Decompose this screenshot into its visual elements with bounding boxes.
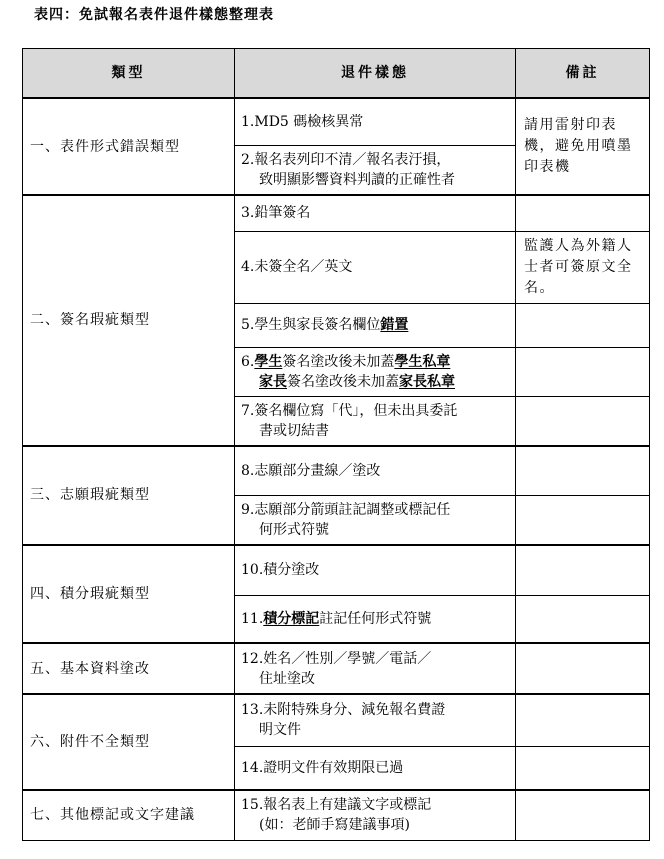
- pattern-line: [241, 700, 509, 720]
- pattern-cell: [235, 694, 516, 746]
- pattern-text: 2.報名表列印不清／報名表汙損，: [241, 151, 451, 168]
- pattern-text: 明文件: [259, 722, 301, 739]
- pattern-line: [241, 352, 509, 372]
- pattern-text: 11.: [241, 610, 264, 627]
- pattern-text: 12.姓名／性別／學號／電話／: [241, 650, 432, 667]
- table-row: [23, 694, 650, 746]
- pattern-cell: [235, 446, 516, 496]
- pattern-text: 15.報名表上有建議文字或標記: [241, 797, 432, 814]
- emphasis-text: 家長私章: [399, 373, 455, 390]
- pattern-text: 1.MD5 碼檢核異常: [241, 113, 364, 130]
- pattern-line: [241, 461, 509, 481]
- pattern-line: [241, 203, 509, 223]
- pattern-line-continued: [241, 421, 509, 441]
- pattern-text: 住址塗改: [259, 670, 315, 687]
- note-cell: [516, 694, 650, 746]
- category-cell: 五、基本資料塗改: [23, 643, 235, 694]
- pattern-text: 9.志願部分箭頭註記調整或標記任: [241, 502, 451, 518]
- pattern-line: [241, 257, 509, 277]
- header-category: 類型: [23, 49, 235, 99]
- note-cell: 請用雷射印表機，避免用噴墨印表機: [516, 98, 650, 195]
- pattern-line-continued: [241, 720, 509, 740]
- category-cell: 一、表件形式錯誤類型: [23, 98, 235, 195]
- pattern-line: [241, 609, 509, 629]
- pattern-cell: [235, 303, 516, 347]
- pattern-line: [241, 315, 509, 335]
- pattern-line: [241, 560, 509, 580]
- table-row: [23, 446, 650, 496]
- header-pattern: 退件樣態: [235, 49, 516, 99]
- pattern-cell: [235, 595, 516, 643]
- pattern-line: [241, 112, 509, 132]
- header-row: [23, 49, 650, 99]
- pattern-line-continued: [241, 170, 509, 190]
- pattern-cell: [235, 231, 516, 303]
- table-row: [23, 98, 650, 145]
- pattern-text: 14.證明文件有效期限已過: [241, 759, 404, 776]
- pattern-cell: [235, 98, 516, 145]
- pattern-cell: [235, 396, 516, 446]
- table-row: [23, 545, 650, 595]
- pattern-line-continued: [241, 372, 509, 392]
- note-cell: [516, 396, 650, 446]
- pattern-cell: [235, 790, 516, 840]
- pattern-text: 13.未附特殊身分、減免報名費證: [241, 702, 446, 719]
- pattern-text: 書或切結書: [259, 422, 329, 439]
- table-row: [23, 643, 650, 694]
- pattern-line-continued: [241, 669, 509, 689]
- note-cell: [516, 347, 650, 396]
- pattern-cell: [235, 746, 516, 790]
- pattern-text: 5.學生與家長簽名欄位: [241, 317, 381, 333]
- pattern-text: 致明顯影響資料判讀的正確性者: [259, 171, 455, 188]
- header-note: 備註: [516, 49, 650, 99]
- note-cell: [516, 746, 650, 790]
- category-cell: 二、簽名瑕疵類型: [23, 195, 235, 446]
- pattern-cell: [235, 145, 516, 195]
- pattern-line-continued: [241, 815, 509, 835]
- category-cell: 四、積分瑕疵類型: [23, 545, 235, 643]
- pattern-text: 8.志願部分畫線／塗改: [241, 462, 381, 479]
- category-cell: 三、志願瑕疵類型: [23, 446, 235, 546]
- pattern-text: 4.未簽全名／英文: [241, 259, 353, 275]
- category-cell: 六、附件不全類型: [23, 694, 235, 790]
- pattern-line: [241, 401, 509, 421]
- note-cell: [516, 195, 650, 231]
- pattern-line: [241, 150, 509, 170]
- pattern-cell: [235, 545, 516, 595]
- note-cell: [516, 790, 650, 840]
- pattern-text: (如：老師手寫建議事項): [259, 817, 410, 834]
- note-cell: [516, 496, 650, 546]
- pattern-cell: [235, 347, 516, 396]
- note-cell: [516, 595, 650, 643]
- pattern-line: [241, 795, 509, 815]
- table-row: [23, 195, 650, 231]
- note-cell: [516, 446, 650, 496]
- pattern-text: 簽名塗改後未加蓋: [287, 373, 399, 390]
- pattern-line-continued: [241, 520, 509, 540]
- pattern-text: 3.鉛筆簽名: [241, 205, 311, 222]
- table-row: [23, 790, 650, 840]
- pattern-text: 10.積分塗改: [241, 562, 320, 579]
- pattern-cell: [235, 643, 516, 694]
- pattern-text: 註記任何形式符號: [319, 610, 432, 627]
- pattern-text: 簽名塗改後未加蓋: [282, 353, 395, 370]
- emphasis-text: 積分標記: [263, 610, 320, 627]
- pattern-text: 6.: [241, 353, 255, 370]
- emphasis-text: 錯置: [380, 317, 409, 333]
- pattern-line: [241, 758, 509, 778]
- table-caption: 表四：免試報名表件退件樣態整理表: [34, 7, 274, 23]
- pattern-text: 何形式符號: [259, 522, 329, 538]
- note-cell: [516, 643, 650, 694]
- pattern-line: [241, 500, 509, 520]
- return-pattern-table: [22, 48, 650, 841]
- category-cell: 七、其他標記或文字建議: [23, 790, 235, 840]
- note-cell: [516, 303, 650, 347]
- emphasis-text: 學生私章: [394, 353, 451, 370]
- emphasis-text: 家長: [259, 373, 287, 390]
- emphasis-text: 學生: [254, 353, 283, 370]
- pattern-cell: [235, 496, 516, 546]
- pattern-line: [241, 649, 509, 669]
- pattern-text: 7.簽名欄位寫「代」，但未出具委託: [241, 402, 458, 419]
- note-cell: 監護人為外籍人士者可簽原文全名。: [516, 231, 650, 303]
- pattern-cell: [235, 195, 516, 231]
- note-cell: [516, 545, 650, 595]
